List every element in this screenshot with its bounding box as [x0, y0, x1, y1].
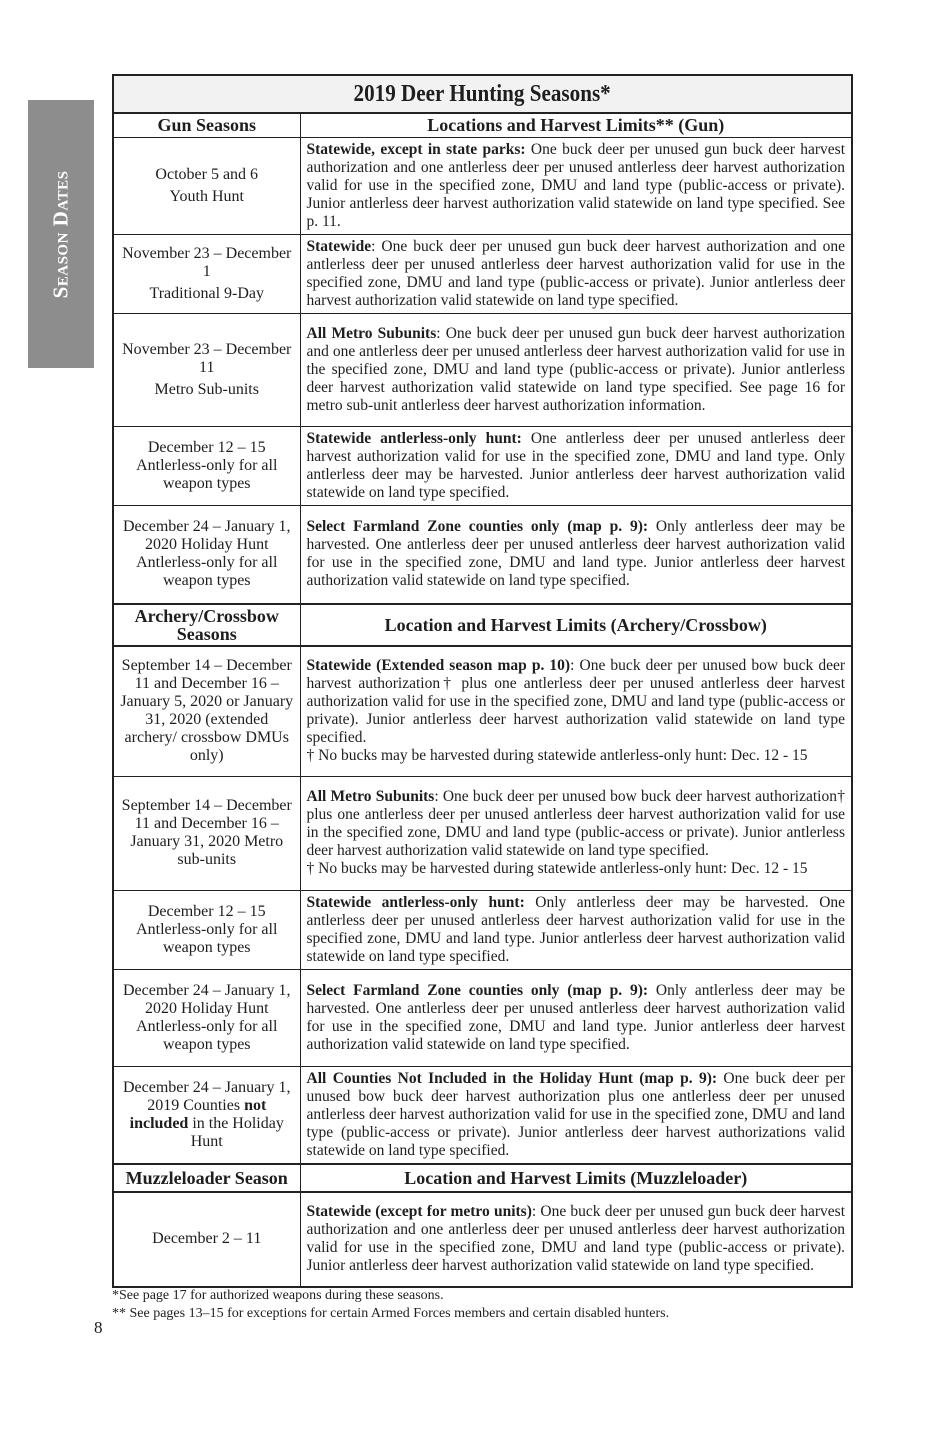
table-row [113, 969, 852, 1066]
gun-header-row [113, 113, 852, 137]
table-row [113, 1192, 852, 1287]
season-dates: December 2 – 11 [113, 1192, 300, 1287]
harvest-limits: Statewide (except for metro units): One buck deer per unused gun buck deer harvest authorization and one antlerless deer per unused antlerless deer harvest authorization valid for use in the specified zone, DMU and land type (public-access or private). Junior antlerless deer harvest authorization valid statewide on land type specified. [300, 1192, 852, 1287]
muzzleloader-limits-header: Location and Harvest Limits (Muzzleloader) [300, 1164, 852, 1192]
gun-seasons-header: Gun Seasons [113, 113, 300, 137]
deer-seasons-table [112, 74, 853, 1288]
season-dates: December 12 – 15 Antlerless-only for all weapon types [113, 890, 300, 969]
harvest-limits: All Metro Subunits: One buck deer per unused gun buck deer harvest authorization and one antlerless deer per unused antlerless deer harvest authorization valid for use in the specified zone, DMU and land type (public-access or private). Junior antlerless deer harvest authorization valid statewide on land type specified. See page 16 for metro sub-unit antlerless deer harvest authorization information. [300, 313, 852, 426]
archery-seasons-header: Archery/Crossbow Seasons [113, 604, 300, 646]
table-row [113, 426, 852, 505]
season-dates: November 23 – December 1 Traditional 9-Day [113, 234, 300, 313]
harvest-limits: Statewide antlerless-only hunt: Only antlerless deer may be harvested. One antlerless deer per unused antlerless deer harvest authorization valid for use in the specified zone, DMU and land type. Junior antlerless deer harvest authorization valid statewide on land type specified. [300, 890, 852, 969]
harvest-limits: Select Farmland Zone counties only (map p. 9): Only antlerless deer may be harvested. One antlerless deer per unused antlerless deer harvest authorization valid for use in the specified zone, DMU and land type. Junior antlerless deer harvest authorization valid statewide on land type specified. [300, 505, 852, 604]
harvest-note: † No bucks may be harvested during statewide antlerless-only hunt: Dec. 12 - 15 [306, 747, 808, 765]
harvest-limits: Statewide antlerless-only hunt: One antlerless deer per unused antlerless deer harvest authorization valid for use in the specified zone, DMU and land type. Only antlerless deer may be harvested. Junior antlerless deer harvest authorization valid statewide on land type specified. [300, 426, 852, 505]
season-dates: December 12 – 15 Antlerless-only for all weapon types [113, 426, 300, 505]
table-row [113, 234, 852, 313]
muzzleloader-header-row [113, 1164, 852, 1192]
table-row [113, 776, 852, 890]
table-title-row [113, 75, 852, 113]
season-dates: September 14 – December 11 and December 16 – January 31, 2020 Metro sub-units [113, 776, 300, 890]
section-tab [28, 100, 94, 368]
season-dates: October 5 and 6 Youth Hunt [113, 137, 300, 234]
footnotes [112, 1287, 669, 1323]
season-dates: December 24 – January 1, 2020 Holiday Hunt Antlerless-only for all weapon types [113, 505, 300, 604]
harvest-limits: Select Farmland Zone counties only (map p. 9): Only antlerless deer may be harvested. One antlerless deer per unused antlerless deer harvest authorization valid for use in the specified zone, DMU and land type. Junior antlerless deer harvest authorization valid statewide on land type specified. [300, 969, 852, 1066]
muzzleloader-season-header: Muzzleloader Season [113, 1164, 300, 1192]
page-number: 8 [94, 1318, 103, 1337]
table-row [113, 505, 852, 604]
season-dates: December 24 – January 1, 2020 Holiday Hunt Antlerless-only for all weapon types [113, 969, 300, 1066]
table-row [113, 646, 852, 776]
season-dates: September 14 – December 11 and December 16 – January 5, 2020 or January 31, 2020 (extended archery/ crossbow DMUs only) [113, 646, 300, 776]
season-dates: December 24 – January 1, 2019 Counties not included in the Holiday Hunt [113, 1066, 300, 1164]
section-tab-label: Season Dates [48, 170, 73, 298]
table-title: 2019 Deer Hunting Seasons* [113, 75, 852, 113]
table-row [113, 313, 852, 426]
harvest-limits: Statewide, except in state parks: One buck deer per unused gun buck deer harvest authorization and one antlerless deer per unused antlerless deer harvest authorization valid for use in the specified zone, DMU and land type (public-access or private). Junior antlerless deer harvest authorization valid statewide on land type specified. See p. 11. [300, 137, 852, 234]
harvest-limits: Statewide (Extended season map p. 10): One buck deer per unused bow buck deer harvest authorization† plus one antlerless deer per unused antlerless deer harvest authorization valid for use in the specified zone, DMU and land type (public-access or private). Junior antlerless deer harvest authorization valid statewide on land type specified. † No bucks may be harvested during statewide antlerless-only hunt: Dec. 12 - 15 [300, 646, 852, 776]
table-row [113, 890, 852, 969]
archery-header-row [113, 604, 852, 646]
harvest-limits: All Metro Subunits: One buck deer per unused bow buck deer harvest authorization† plus one antlerless deer per unused antlerless deer harvest authorization valid for use in the specified zone, DMU and land type (public-access or private). Junior antlerless deer harvest authorization valid statewide on land type specified. † No bucks may be harvested during statewide antlerless-only hunt: Dec. 12 - 15 [300, 776, 852, 890]
harvest-limits: Statewide: One buck deer per unused gun buck deer harvest authorization and one antlerless deer per unused antlerless deer harvest authorization valid for use in the specified zone, DMU and land type (public-access or private). Junior antlerless deer harvest authorization valid statewide on land type specified. [300, 234, 852, 313]
season-dates: November 23 – December 11 Metro Sub-units [113, 313, 300, 426]
table-row [113, 1066, 852, 1164]
footnote-weapons: *See page 17 for authorized weapons during these seasons. [112, 1288, 444, 1303]
harvest-note: † No bucks may be harvested during statewide antlerless-only hunt: Dec. 12 - 15 [306, 860, 808, 877]
table-row [113, 137, 852, 234]
footnote-exceptions: ** See pages 13–15 for exceptions for certain Armed Forces members and certain disabled hunters. [112, 1306, 670, 1321]
archery-limits-header: Location and Harvest Limits (Archery/Crossbow) [300, 604, 852, 646]
gun-limits-header: Locations and Harvest Limits** (Gun) [300, 113, 852, 137]
harvest-limits: All Counties Not Included in the Holiday Hunt (map p. 9): One buck deer per unused bow buck deer harvest authorization plus one antlerless deer per unused antlerless deer harvest authorization valid for use in the specified zone, DMU and land type (public-access or private). Junior antlerless deer harvest authorizations valid statewide on land type specified. [300, 1066, 852, 1164]
